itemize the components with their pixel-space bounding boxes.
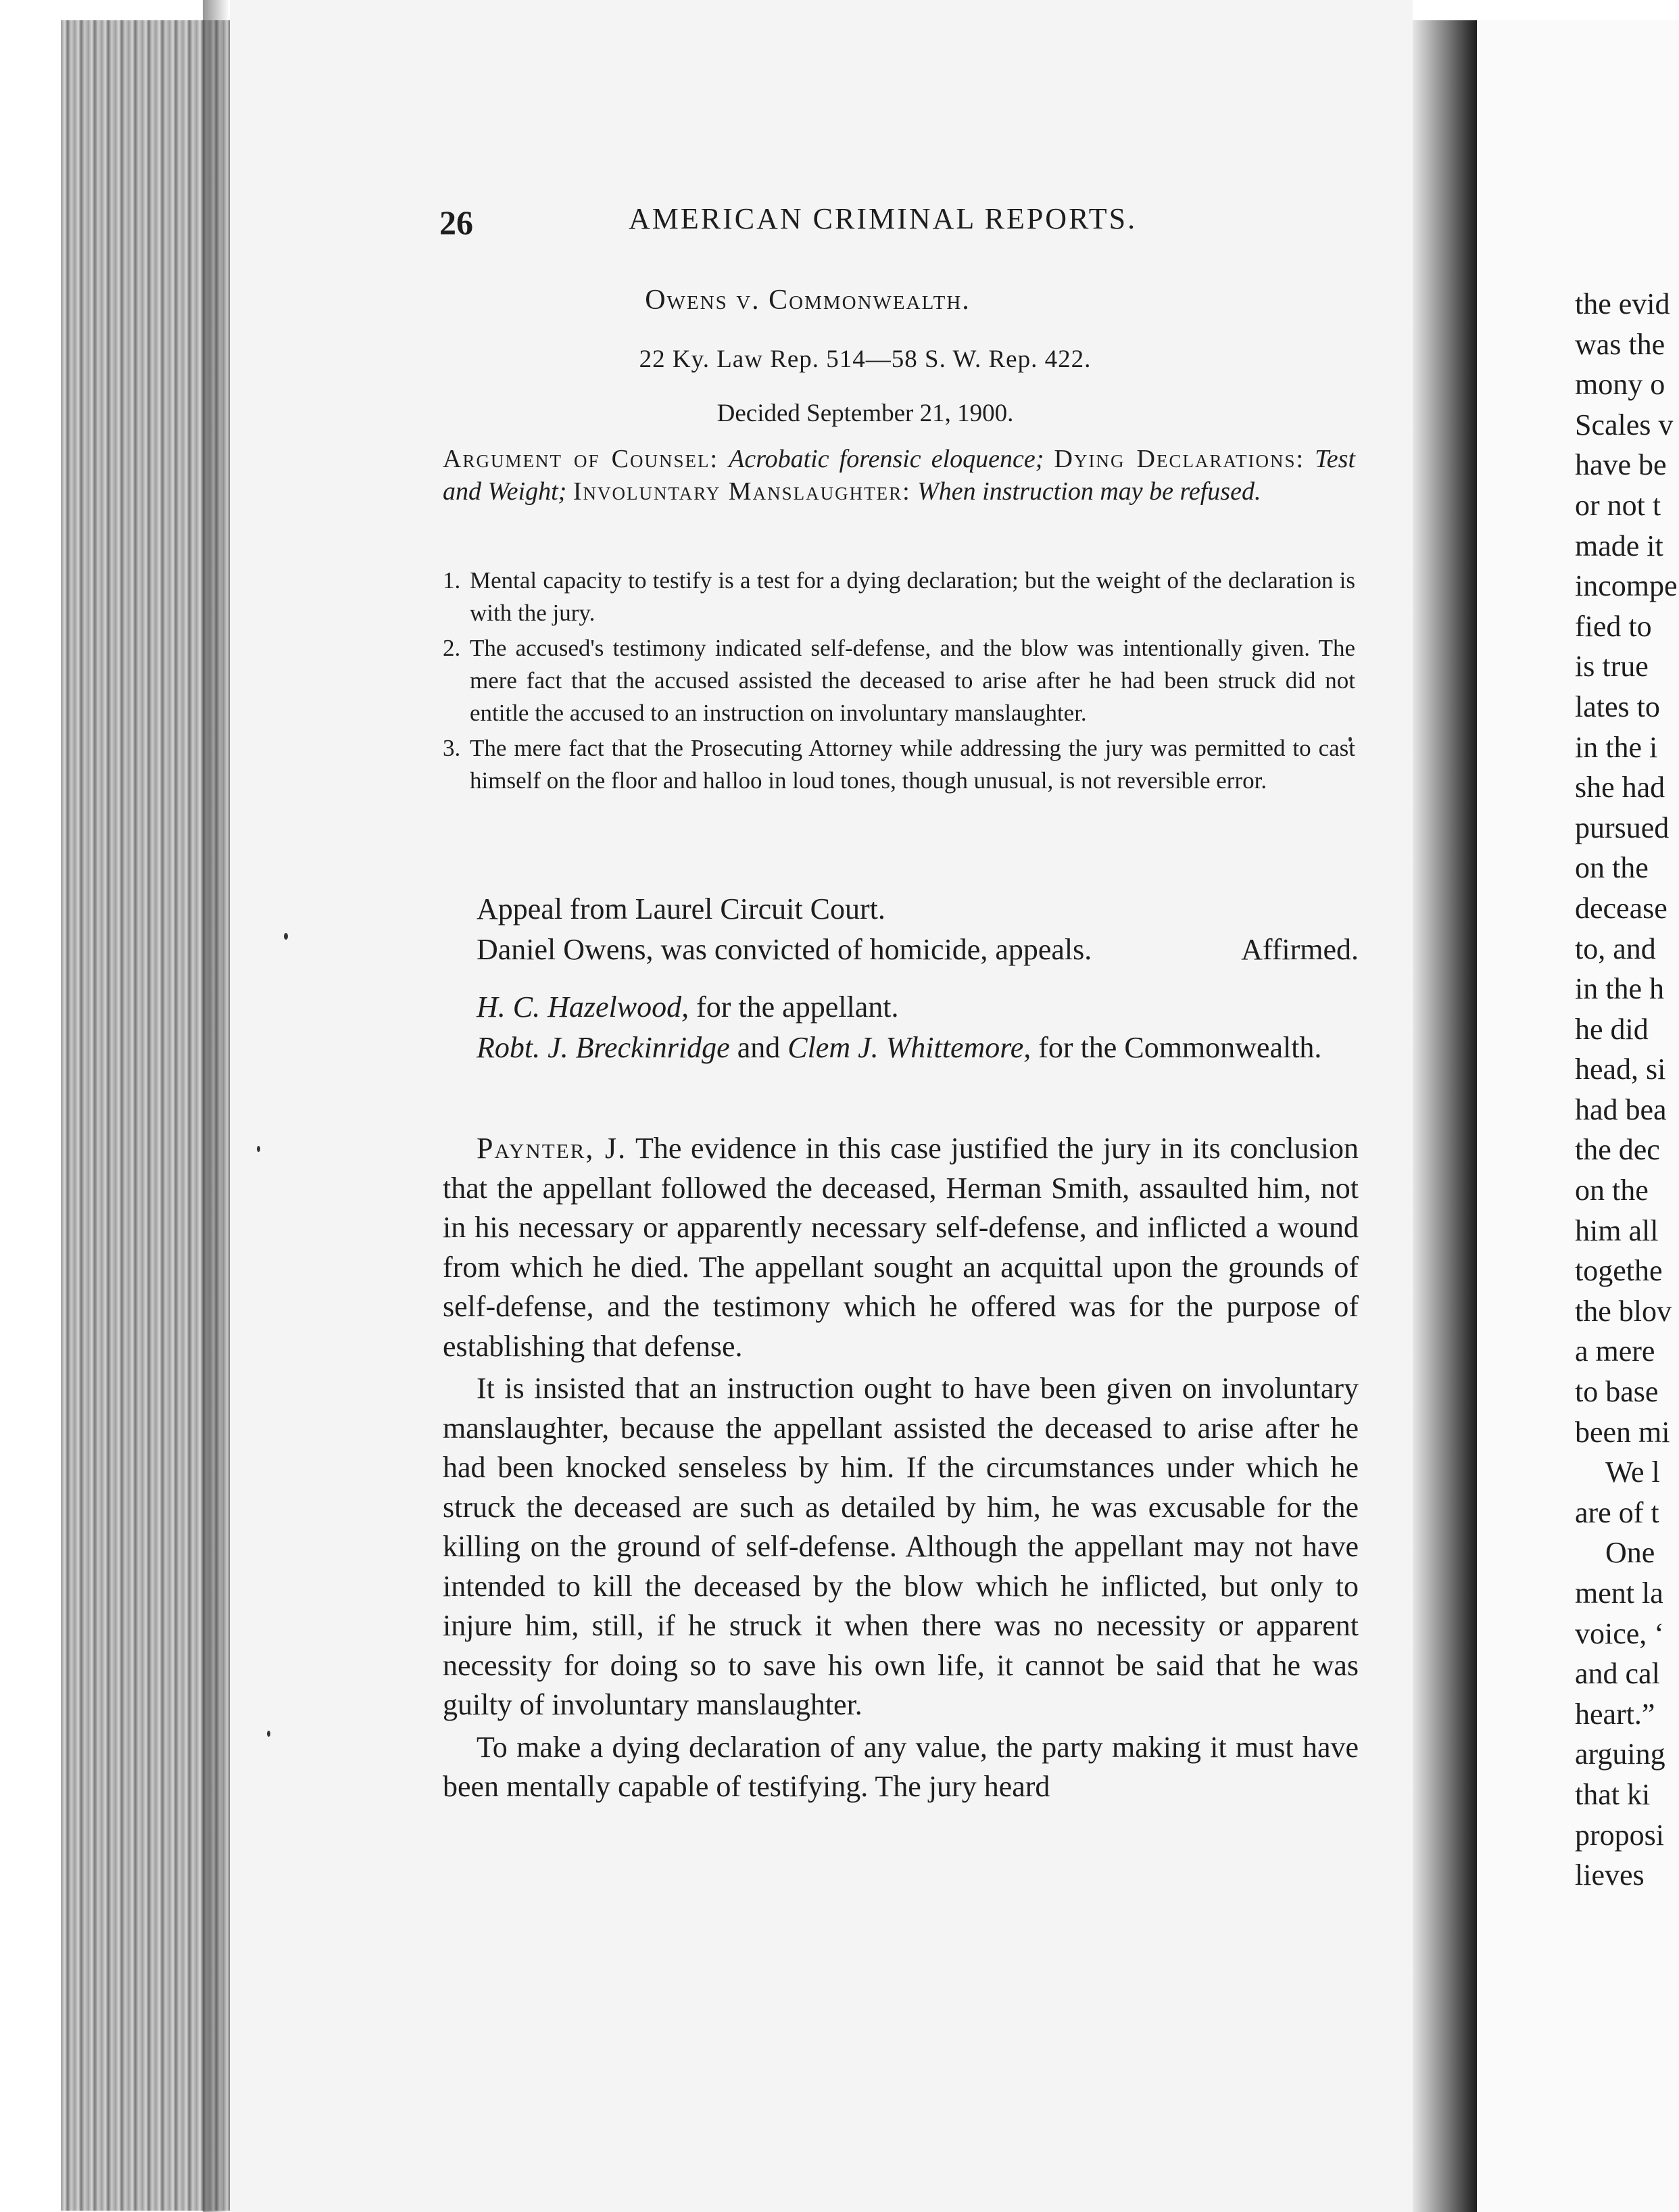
case-title: Owens v. Commonwealth. bbox=[645, 285, 971, 316]
headnote-number: 3. bbox=[443, 735, 461, 761]
topic-argument-of-counsel: Argument of Counsel: bbox=[443, 445, 719, 473]
syllabus bbox=[443, 443, 1355, 508]
right-page-line: a mere bbox=[1575, 1335, 1655, 1368]
right-page-line: made it bbox=[1575, 529, 1663, 562]
right-page-line: heart.” bbox=[1575, 1697, 1655, 1731]
scan-margin bbox=[1413, 0, 1679, 20]
right-page-line: in the h bbox=[1575, 972, 1664, 1006]
conjunction: and bbox=[729, 1031, 788, 1064]
right-page-line: proposi bbox=[1575, 1818, 1664, 1852]
case-citation: 22 Ky. Law Rep. 514—58 S. W. Rep. 422. bbox=[639, 345, 1092, 373]
right-page-line: the evid bbox=[1575, 287, 1670, 320]
right-page-line: the blov bbox=[1575, 1294, 1672, 1328]
opinion-paragraph: To make a dying declaration of any value, the party making it must have been mentally capable of testifying. The jury heard bbox=[443, 1730, 1359, 1803]
right-page-line: One bbox=[1605, 1536, 1655, 1570]
opinion-paragraph bbox=[443, 1129, 1359, 1366]
headnote bbox=[443, 564, 1355, 629]
right-page-line: are of t bbox=[1575, 1495, 1659, 1529]
commonwealth-role: for the Commonwealth. bbox=[1031, 1031, 1322, 1064]
right-page-line: and cal bbox=[1575, 1657, 1660, 1691]
judge-name: Paynter, J. bbox=[477, 1132, 627, 1165]
right-page-line: to base bbox=[1575, 1375, 1659, 1409]
right-page-line: she had bbox=[1575, 771, 1665, 804]
right-page-line: to, and bbox=[1575, 932, 1656, 965]
right-page-line: lates to bbox=[1575, 690, 1660, 723]
book-gutter bbox=[1413, 0, 1477, 2212]
appeal-summary bbox=[477, 930, 1359, 970]
book-edge bbox=[0, 0, 61, 2212]
subtopic-test-and-weight: Test and Weight; bbox=[443, 445, 1356, 506]
left-page bbox=[230, 0, 1413, 2212]
right-page-line: ment la bbox=[1575, 1577, 1663, 1610]
opinion-text: The evidence in this case justified the jury in its conclusion that the appellant followed the deceased, Herman Smith, assaulted him, not in his necessary or apparently necessary self-defense, and inflicted a wound from which he died. The appellant sought an acquittal upon the grounds of self-defense, and the testimony which he offered was for the purpose of establishing that defense. bbox=[443, 1132, 1359, 1363]
right-page-line: We l bbox=[1605, 1456, 1660, 1489]
decision-date: Decided September 21, 1900. bbox=[716, 400, 1014, 427]
right-page-line: arguing bbox=[1575, 1737, 1665, 1771]
right-page-line: mony o bbox=[1575, 368, 1665, 402]
right-page-line: that ki bbox=[1575, 1777, 1651, 1811]
right-page-line: head, si bbox=[1575, 1053, 1666, 1086]
counsel-commonwealth bbox=[446, 1028, 1359, 1068]
appellant-role: for the appellant. bbox=[689, 990, 899, 1024]
opinion bbox=[443, 1129, 1359, 1807]
right-page-line: him all bbox=[1575, 1213, 1659, 1247]
counsel-appellant bbox=[446, 987, 1359, 1028]
counsel bbox=[446, 987, 1359, 1068]
headnote-text: The mere fact that the Prosecuting Attorney while addressing the jury was permitted to cast himself on the floor and halloo in loud tones, though unusual, is not reversible error. bbox=[470, 735, 1355, 794]
right-page-line: voice, ‘ bbox=[1575, 1616, 1664, 1650]
headnote-text: Mental capacity to testify is a test for a dying declaration; but the weight of the declaration is with the jury. bbox=[470, 567, 1355, 626]
right-page-line: or not t bbox=[1575, 488, 1661, 522]
right-page-line: had bea bbox=[1575, 1092, 1667, 1126]
subtopic-when-instruction-refused: When instruction may be refused. bbox=[917, 477, 1261, 506]
headnote-number: 1. bbox=[443, 567, 461, 594]
appellant-attorney: H. C. Hazelwood, bbox=[477, 990, 689, 1024]
right-page-text bbox=[1575, 284, 1679, 1896]
headnote-text: The accused's testimony indicated self-defense, and the blow was intentionally given. The mere fact that the accused assisted the deceased to arise after he had been struck did not entitle the accused to an instruction on involuntary manslaughter. bbox=[470, 635, 1355, 726]
scan-speck bbox=[267, 1731, 270, 1737]
scan-speck bbox=[257, 1146, 260, 1152]
right-page-line: he did bbox=[1575, 1012, 1649, 1046]
right-page-line: on the bbox=[1575, 851, 1649, 885]
right-page-line: fied to bbox=[1575, 609, 1652, 643]
right-page-line: been mi bbox=[1575, 1415, 1670, 1449]
commonwealth-attorney-1: Robt. J. Breckinridge bbox=[477, 1031, 730, 1064]
subtopic-acrobatic-eloquence: Acrobatic forensic eloquence; bbox=[729, 445, 1044, 473]
right-page-line: togethe bbox=[1575, 1254, 1663, 1288]
appeal-description: Daniel Owens, was convicted of homicide, appeals. bbox=[477, 933, 1092, 966]
right-page-line: lieves bbox=[1575, 1858, 1645, 1892]
running-head: AMERICAN CRIMINAL REPORTS. bbox=[629, 202, 1138, 235]
right-page-line: was the bbox=[1575, 327, 1665, 361]
headnote bbox=[443, 632, 1355, 729]
scan-speck bbox=[284, 933, 288, 940]
right-page-line: decease bbox=[1575, 891, 1668, 925]
topic-dying-declarations: Dying Declarations: bbox=[1054, 445, 1305, 473]
appeal-result: Affirmed. bbox=[1241, 933, 1359, 966]
right-page-line: in the i bbox=[1575, 730, 1658, 764]
headnote-number: 2. bbox=[443, 635, 461, 661]
right-page-line: pursued bbox=[1575, 811, 1670, 844]
right-page-line: have be bbox=[1575, 448, 1667, 482]
headnotes bbox=[443, 564, 1355, 800]
topic-involuntary-manslaughter: Involuntary Manslaughter: bbox=[573, 477, 911, 506]
right-page-line: is true bbox=[1575, 650, 1649, 683]
right-page-line: incompe bbox=[1575, 569, 1678, 603]
right-page-line: the dec bbox=[1575, 1133, 1660, 1167]
right-page-line: Scales v bbox=[1575, 408, 1674, 441]
right-page-line: on the bbox=[1575, 1174, 1649, 1207]
headnote bbox=[443, 732, 1355, 797]
page-number: 26 bbox=[439, 203, 473, 241]
opinion-paragraph: It is insisted that an instruction ought to have been given on involuntary manslaughter, because the appellant assisted the deceased to arise after he had been knocked senseless by him. If the circumstances under which he struck the deceased are such as detailed by him, he was excusable for the killing on the ground of self-defense. Although the appellant may not have intended to kill the deceased by the blow which he inflicted, but only to injure him, still, if he struck it when there was no necessity or apparent necessity for doing so to save his own life, it cannot be said that he was guilty of involuntary manslaughter. bbox=[443, 1372, 1359, 1721]
appeal-court: Appeal from Laurel Circuit Court. bbox=[477, 892, 885, 925]
commonwealth-attorney-2: Clem J. Whittemore, bbox=[787, 1031, 1031, 1064]
binding-shadow bbox=[203, 0, 230, 2212]
appeal-statement bbox=[477, 889, 1359, 970]
